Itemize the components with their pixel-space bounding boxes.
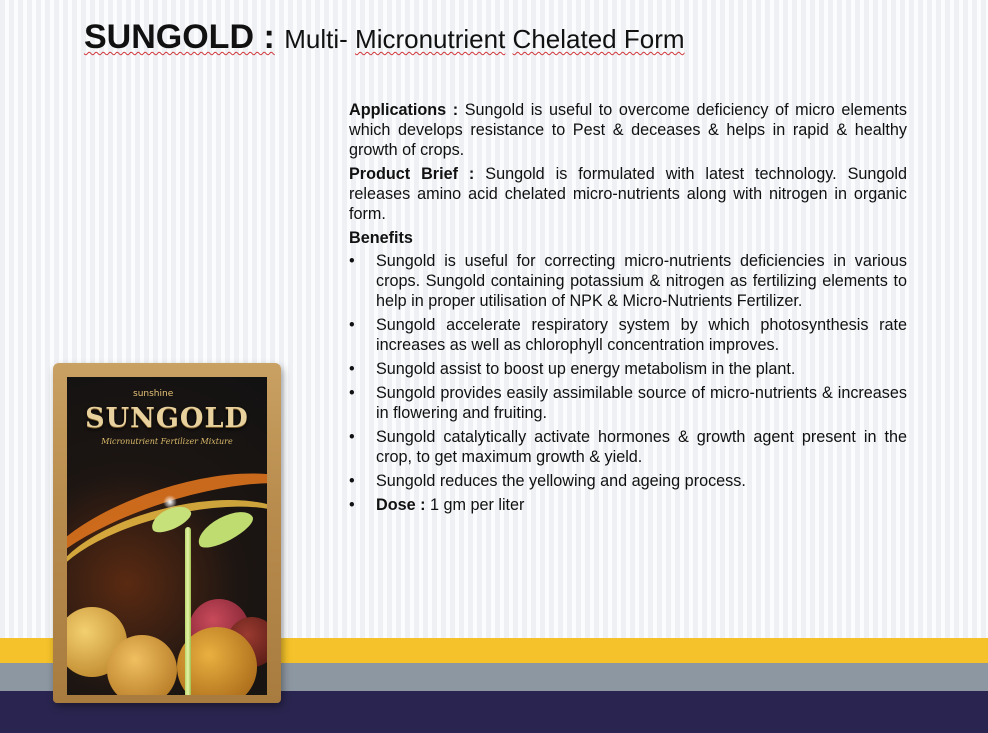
list-item	[349, 251, 907, 311]
pouch-label	[67, 377, 267, 695]
bullet-icon: •	[349, 428, 355, 446]
bullet-icon: •	[349, 252, 355, 270]
dose-item	[349, 495, 907, 515]
bullet-icon: •	[349, 384, 355, 402]
pouch-maker-logo: sunshine	[133, 389, 174, 399]
applications-label: Applications :	[349, 101, 459, 119]
list-item	[349, 427, 907, 467]
title-subtitle-part1: Multi-	[284, 24, 348, 54]
applications-paragraph	[349, 100, 907, 160]
benefit-text: Sungold accelerate respiratory system by which photosynthesis rate increases as well as chlorophyll concentration improves.	[376, 316, 907, 354]
applications-text: Sungold is useful to overcome deficiency of micro elements which develops resistance to Pest & deceases & helps in rapid & healthy growth of crops.	[349, 101, 908, 159]
list-item	[349, 471, 907, 491]
benefit-text: Sungold provides easily assimilable source of micro-nutrients & increases in flowering and fruiting.	[376, 384, 907, 422]
benefits-heading: Benefits	[349, 229, 413, 247]
product-brief-text: Sungold is formulated with latest technology. Sungold releases amino acid chelated micro-nutrients along with nitrogen in organic form.	[349, 165, 908, 223]
list-item	[349, 359, 907, 379]
bullet-icon: •	[349, 496, 355, 514]
benefit-text: Sungold assist to boost up energy metabolism in the plant.	[376, 360, 796, 378]
benefit-text: Sungold is useful for correcting micro-nutrients deficiencies in various crops. Sungold containing potassium & nitrogen as fertilizing elements to help in proper utilisation of NPK & Micro-Nutrients Fertilizer.	[376, 252, 907, 310]
pouch-brand-logo: SUNGOLD	[85, 403, 249, 434]
benefit-text: Sungold reduces the yellowing and ageing process.	[376, 472, 746, 490]
title-subtitle-part2: Micronutrient	[355, 24, 506, 54]
dose-label: Dose :	[376, 496, 426, 514]
benefit-text: Sungold catalytically activate hormones & growth agent present in the crop, to get maximum growth & yield.	[376, 428, 907, 466]
bullet-icon: •	[349, 360, 355, 378]
pouch-tagline: Micronutrient Fertilizer Mixture	[101, 437, 233, 446]
list-item	[349, 315, 907, 355]
sparkle-icon	[163, 495, 177, 509]
nutrient-ball-graphic	[107, 635, 177, 695]
list-item	[349, 383, 907, 423]
title-subtitle-part3: Chelated Form	[512, 24, 685, 54]
benefits-list	[349, 251, 907, 515]
description-body	[349, 100, 907, 519]
bullet-icon: •	[349, 316, 355, 334]
slide-title	[84, 18, 685, 57]
title-subtitle	[284, 24, 684, 54]
title-brand: SUNGOLD :	[84, 18, 275, 56]
product-brief-label: Product Brief :	[349, 165, 475, 183]
product-brief-paragraph	[349, 164, 907, 224]
seedling-stem-graphic	[185, 527, 191, 695]
bullet-icon: •	[349, 472, 355, 490]
dose-value: 1 gm per liter	[429, 496, 525, 514]
product-pouch-image	[53, 363, 281, 703]
